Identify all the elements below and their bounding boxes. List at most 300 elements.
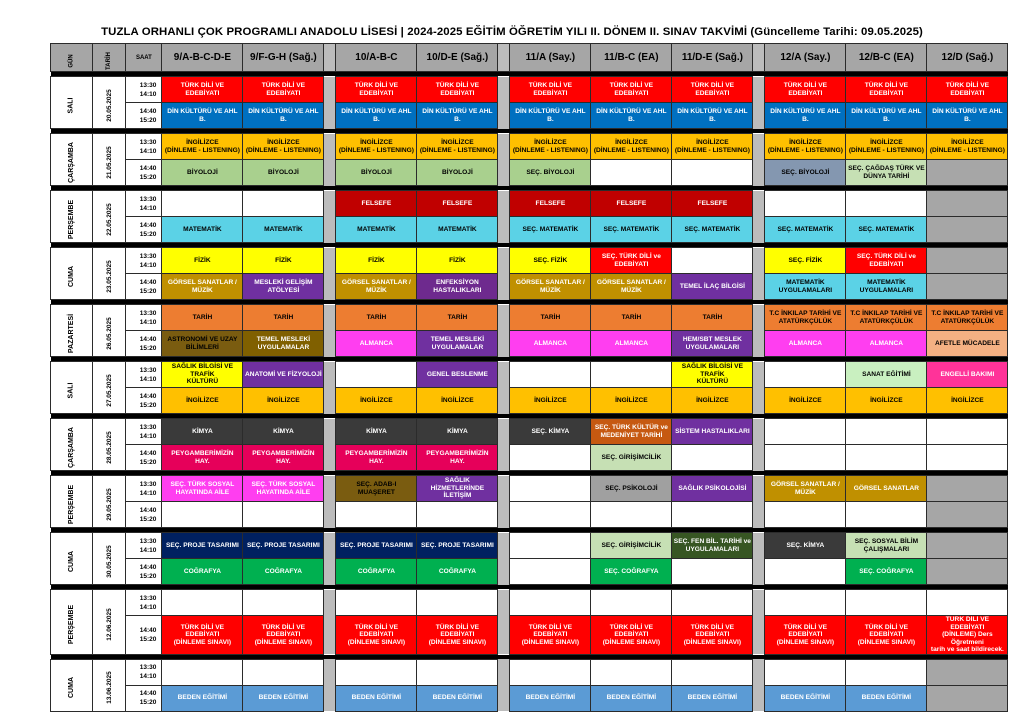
- end-time: 15:20: [139, 287, 157, 295]
- date-label: 12.06.2025: [105, 607, 113, 641]
- exam-cell: MATEMATİK: [336, 217, 417, 243]
- exam-cell: SEÇ. FEN BİL. TARİHİ ve UYGULAMALARI: [672, 533, 753, 559]
- exam-cell: T.C İNKILAP TARİHİ VE ATATÜRKÇÜLÜK: [765, 305, 846, 331]
- exam-cell: [243, 502, 324, 528]
- day-label: CUMA: [67, 550, 75, 572]
- exam-cell: SEÇ. TÜRK KÜLTÜR ve MEDENİYET TARİHİ: [591, 419, 672, 445]
- exam-cell: [927, 685, 1008, 711]
- exam-cell: TARİH: [672, 305, 753, 331]
- exam-cell: BEDEN EĞİTİMİ: [243, 685, 324, 711]
- column-separator: [498, 44, 510, 72]
- time-cell: [126, 419, 162, 445]
- exam-cell: TEMEL MESLEKİ UYGULAMALAR: [243, 331, 324, 357]
- exam-cell: TARİH: [336, 305, 417, 331]
- schedule-row: [51, 559, 1008, 585]
- day-cell: [51, 77, 93, 129]
- column-separator: [498, 362, 510, 388]
- exam-cell: [672, 445, 753, 471]
- exam-cell: SEÇ. BİYOLOJİ: [510, 160, 591, 186]
- start-time: 14:40: [139, 506, 157, 514]
- exam-cell: TÜRK DİLİ VE EDEBİYATI: [162, 77, 243, 103]
- exam-cell: SİSTEM HASTALIKLARI: [672, 419, 753, 445]
- end-time: 15:20: [139, 116, 157, 124]
- column-separator: [498, 616, 510, 655]
- end-time: 15:20: [139, 173, 157, 181]
- exam-cell: [672, 160, 753, 186]
- exam-cell: FELSEFE: [591, 191, 672, 217]
- exam-cell: [927, 502, 1008, 528]
- exam-cell: T.C İNKILAP TARİHİ VE ATATÜRKÇÜLÜK: [846, 305, 927, 331]
- start-time: 14:40: [139, 107, 157, 115]
- date-cell: [92, 533, 126, 585]
- column-separator: [753, 274, 765, 300]
- exam-cell: [672, 502, 753, 528]
- time-cell: [126, 160, 162, 186]
- exam-cell: [417, 502, 498, 528]
- exam-cell: BEDEN EĞİTİMİ: [765, 685, 846, 711]
- exam-cell: İNGİLİZCE: [927, 388, 1008, 414]
- exam-cell: DİN KÜLTÜRÜ VE AHL B.: [162, 103, 243, 129]
- exam-cell: [336, 659, 417, 685]
- exam-cell: [927, 559, 1008, 585]
- exam-cell: [417, 659, 498, 685]
- column-separator: [753, 533, 765, 559]
- exam-cell: [243, 590, 324, 616]
- column-separator: [753, 502, 765, 528]
- date-label: 13.06.2025: [105, 671, 113, 704]
- end-time: 14:10: [139, 261, 157, 269]
- exam-cell: MATEMATİK: [243, 217, 324, 243]
- date-label: 21.05.2025: [105, 145, 113, 179]
- exam-cell: [927, 445, 1008, 471]
- exam-cell: MATEMATİK: [417, 217, 498, 243]
- exam-cell: ALMANCA: [510, 331, 591, 357]
- column-separator: [498, 191, 510, 217]
- column-separator: [324, 533, 336, 559]
- start-time: 14:40: [139, 392, 157, 400]
- column-separator: [324, 476, 336, 502]
- column-separator: [324, 445, 336, 471]
- start-time: 13:30: [139, 537, 157, 545]
- exam-cell: TÜRK DİLİ VE EDEBİYATI: [243, 77, 324, 103]
- exam-cell: COĞRAFYA: [243, 559, 324, 585]
- exam-cell: SEÇ. KİMYA: [510, 419, 591, 445]
- day-cell: [51, 134, 93, 186]
- schedule-row: [51, 160, 1008, 186]
- column-separator: [498, 331, 510, 357]
- day-cell: [51, 191, 93, 243]
- exam-cell: KİMYA: [417, 419, 498, 445]
- exam-cell: SEÇ. TÜRK DİLİ ve EDEBİYATI: [591, 248, 672, 274]
- exam-cell: TÜRK DİLİ VE EDEBİYATI: [927, 77, 1008, 103]
- class-header: 11/B-C (EA): [591, 44, 672, 72]
- exam-cell: FİZİK: [162, 248, 243, 274]
- exam-cell: [846, 659, 927, 685]
- exam-cell: FİZİK: [243, 248, 324, 274]
- column-separator: [498, 502, 510, 528]
- exam-cell: SEÇ. TÜRK DİLİ ve EDEBİYATI: [846, 248, 927, 274]
- end-time: 15:20: [139, 458, 157, 466]
- start-time: 13:30: [139, 594, 157, 602]
- exam-cell: [846, 590, 927, 616]
- exam-cell: SEÇ. PROJE TASARIMI: [243, 533, 324, 559]
- end-time: 14:10: [139, 204, 157, 212]
- exam-cell: TARİH: [510, 305, 591, 331]
- start-time: 14:40: [139, 690, 157, 697]
- exam-cell: SEÇ. PROJE TASARIMI: [162, 533, 243, 559]
- day-label: PERŞEMBE: [67, 484, 75, 524]
- exam-cell: ANATOMİ VE FİZYOLOJİ: [243, 362, 324, 388]
- exam-cell: GÖRSEL SANATLAR: [846, 476, 927, 502]
- column-separator: [498, 419, 510, 445]
- exam-cell: [765, 362, 846, 388]
- schedule-row: [51, 191, 1008, 217]
- exam-cell: [162, 590, 243, 616]
- column-separator: [324, 274, 336, 300]
- schedule-row: [51, 217, 1008, 243]
- exam-cell: [417, 590, 498, 616]
- exam-cell: [765, 445, 846, 471]
- exam-cell: AFETLE MÜCADELE: [927, 331, 1008, 357]
- day-cell: [51, 248, 93, 300]
- exam-cell: [510, 559, 591, 585]
- schedule-row: [51, 331, 1008, 357]
- end-time: 15:20: [139, 401, 157, 409]
- exam-cell: BİYOLOJİ: [243, 160, 324, 186]
- exam-cell: TÜRK DİLİ VE EDEBİYATI: [765, 77, 846, 103]
- column-separator: [498, 248, 510, 274]
- exam-cell: [243, 191, 324, 217]
- schedule-row: [51, 616, 1008, 655]
- exam-cell: KİMYA: [336, 419, 417, 445]
- page-title: TUZLA ORHANLI ÇOK PROGRAMLI ANADOLU LİSESİ | 2024-2025 EĞİTİM ÖĞRETİM YILI II. DÖNEM II. SINAV TAKVİMİ (Güncelleme Tarihi: 09.05.2025): [101, 26, 923, 38]
- time-cell: [126, 388, 162, 414]
- day-cell: [51, 362, 93, 414]
- exam-cell: [927, 533, 1008, 559]
- day-label: ÇARŞAMBA: [67, 141, 75, 183]
- exam-cell: İNGİLİZCE: [765, 388, 846, 414]
- column-separator: [498, 659, 510, 685]
- start-time: 14:40: [139, 221, 157, 229]
- exam-cell: BİYOLOJİ: [417, 160, 498, 186]
- date-cell: [92, 476, 126, 528]
- exam-cell: [510, 476, 591, 502]
- exam-cell: [846, 191, 927, 217]
- column-separator: [753, 388, 765, 414]
- exam-cell: TÜRK DİLİ VE EDEBİYATI (DİNLEME SINAVI): [672, 616, 753, 655]
- exam-cell: [510, 659, 591, 685]
- exam-cell: TARİH: [417, 305, 498, 331]
- end-time: 14:10: [139, 375, 157, 383]
- column-separator: [324, 559, 336, 585]
- schedule-row: [51, 533, 1008, 559]
- end-time: 14:10: [139, 318, 157, 326]
- exam-cell: BEDEN EĞİTİMİ: [162, 685, 243, 711]
- exam-cell: [765, 191, 846, 217]
- exam-cell: [591, 160, 672, 186]
- exam-cell: SEÇ. PROJE TASARIMI: [336, 533, 417, 559]
- date-label: 26.05.2025: [105, 316, 113, 350]
- exam-cell: PEYGAMBERİMİZİN HAY.: [417, 445, 498, 471]
- time-cell: [126, 331, 162, 357]
- time-cell: [126, 685, 162, 711]
- exam-cell: KİMYA: [243, 419, 324, 445]
- start-time: 14:40: [139, 278, 157, 286]
- exam-cell: DİN KÜLTÜRÜ VE AHL B.: [417, 103, 498, 129]
- end-time: 14:10: [139, 90, 157, 98]
- column-separator: [498, 685, 510, 711]
- exam-cell: TÜRK DİLİ VE EDEBİYATI (DİNLEME SINAVI): [591, 616, 672, 655]
- start-time: 14:40: [139, 626, 157, 634]
- column-separator: [498, 388, 510, 414]
- exam-schedule-table: [50, 43, 1008, 712]
- date-label: 30.05.2025: [105, 544, 113, 578]
- exam-cell: ALMANCA: [765, 331, 846, 357]
- exam-cell: [162, 191, 243, 217]
- exam-cell: İNGİLİZCE (DİNLEME - LISTENING): [162, 134, 243, 160]
- exam-cell: TÜRK DİLİ VE EDEBİYATI (DİNLEME) Ders Öğretmeni tarih ve saat bildirecek.: [927, 616, 1008, 655]
- exam-cell: İNGİLİZCE: [243, 388, 324, 414]
- exam-cell: [846, 502, 927, 528]
- date-cell: [92, 419, 126, 471]
- column-separator: [753, 659, 765, 685]
- exam-cell: FİZİK: [336, 248, 417, 274]
- exam-cell: [510, 502, 591, 528]
- column-separator: [324, 134, 336, 160]
- exam-cell: İNGİLİZCE (DİNLEME - LISTENING): [927, 134, 1008, 160]
- class-header: 10/A-B-C: [336, 44, 417, 72]
- column-separator: [753, 248, 765, 274]
- class-header: 9/A-B-C-D-E: [162, 44, 243, 72]
- end-time: 15:20: [139, 635, 157, 643]
- exam-cell: HEM/SBT MESLEK UYGULAMALARI: [672, 331, 753, 357]
- exam-cell: İNGİLİZCE: [846, 388, 927, 414]
- column-separator: [753, 103, 765, 129]
- exam-cell: TÜRK DİLİ VE EDEBİYATI (DİNLEME SINAVI): [846, 616, 927, 655]
- exam-cell: GÖRSEL SANATLAR / MÜZİK: [591, 274, 672, 300]
- exam-cell: İNGİLİZCE: [162, 388, 243, 414]
- exam-cell: DİN KÜLTÜRÜ VE AHL B.: [243, 103, 324, 129]
- schedule-row: [51, 476, 1008, 502]
- exam-cell: BEDEN EĞİTİMİ: [336, 685, 417, 711]
- column-separator: [324, 248, 336, 274]
- column-separator: [753, 419, 765, 445]
- exam-cell: [510, 533, 591, 559]
- exam-cell: SEÇ. PSİKOLOJİ: [591, 476, 672, 502]
- exam-cell: DİN KÜLTÜRÜ VE AHL B.: [765, 103, 846, 129]
- day-cell: [51, 590, 93, 655]
- start-time: 13:30: [139, 138, 157, 146]
- column-separator: [753, 362, 765, 388]
- time-cell: [126, 77, 162, 103]
- column-separator: [753, 77, 765, 103]
- column-separator: [498, 274, 510, 300]
- class-header: 11/D-E (Sağ.): [672, 44, 753, 72]
- exam-cell: COĞRAFYA: [336, 559, 417, 585]
- column-separator: [753, 559, 765, 585]
- exam-cell: [243, 659, 324, 685]
- column-separator: [498, 160, 510, 186]
- exam-cell: TÜRK DİLİ VE EDEBİYATI: [417, 77, 498, 103]
- column-separator: [753, 191, 765, 217]
- schedule-row: [51, 134, 1008, 160]
- time-cell: [126, 248, 162, 274]
- column-separator: [498, 590, 510, 616]
- column-separator: [753, 305, 765, 331]
- time-cell: [126, 134, 162, 160]
- column-separator: [498, 217, 510, 243]
- exam-cell: SEÇ. COĞRAFYA: [846, 559, 927, 585]
- day-cell: [51, 305, 93, 357]
- exam-cell: TÜRK DİLİ VE EDEBİYATI: [591, 77, 672, 103]
- exam-cell: MATEMATİK UYGULAMALARI: [846, 274, 927, 300]
- time-cell: [126, 502, 162, 528]
- column-separator: [324, 388, 336, 414]
- column-separator: [324, 502, 336, 528]
- end-time: 15:20: [139, 344, 157, 352]
- exam-cell: [765, 590, 846, 616]
- column-separator: [324, 331, 336, 357]
- time-cell: [126, 191, 162, 217]
- date-label: 20.05.2025: [105, 88, 113, 122]
- column-separator: [324, 419, 336, 445]
- column-separator: [324, 616, 336, 655]
- exam-cell: İNGİLİZCE (DİNLEME - LISTENING): [510, 134, 591, 160]
- exam-cell: GÖRSEL SANATLAR / MÜZİK: [336, 274, 417, 300]
- exam-cell: DİN KÜLTÜRÜ VE AHL B.: [336, 103, 417, 129]
- exam-cell: BİYOLOJİ: [336, 160, 417, 186]
- exam-cell: BEDEN EĞİTİMİ: [672, 685, 753, 711]
- column-separator: [498, 445, 510, 471]
- exam-cell: [591, 362, 672, 388]
- end-time: 15:20: [139, 230, 157, 238]
- day-label: PAZARTESİ: [67, 313, 75, 353]
- exam-cell: GÖRSEL SANATLAR / MÜZİK: [765, 476, 846, 502]
- exam-cell: İNGİLİZCE: [591, 388, 672, 414]
- exam-cell: [765, 659, 846, 685]
- exam-cell: İNGİLİZCE (DİNLEME - LISTENING): [846, 134, 927, 160]
- exam-cell: [162, 502, 243, 528]
- exam-cell: ENFEKSİYON HASTALIKLARI: [417, 274, 498, 300]
- exam-cell: SAĞLIK HİZMETLERİNDE İLETİŞİM: [417, 476, 498, 502]
- exam-cell: İNGİLİZCE: [417, 388, 498, 414]
- exam-cell: [672, 559, 753, 585]
- date-cell: [92, 77, 126, 129]
- exam-cell: SEÇ. KİMYA: [765, 533, 846, 559]
- exam-cell: BEDEN EĞİTİMİ: [510, 685, 591, 711]
- exam-cell: SEÇ. MATEMATİK: [846, 217, 927, 243]
- exam-cell: İNGİLİZCE (DİNLEME - LISTENING): [336, 134, 417, 160]
- day-cell: [51, 476, 93, 528]
- exam-cell: FELSEFE: [336, 191, 417, 217]
- exam-cell: [927, 419, 1008, 445]
- day-cell: [51, 419, 93, 471]
- day-label: PERŞEMBE: [67, 199, 75, 239]
- end-time: 14:10: [139, 432, 157, 440]
- schedule-row: [51, 103, 1008, 129]
- exam-cell: GÖRSEL SANATLAR / MÜZİK: [162, 274, 243, 300]
- exam-cell: [672, 590, 753, 616]
- exam-cell: TEMEL MESLEKİ UYGULAMALAR: [417, 331, 498, 357]
- time-cell: [126, 305, 162, 331]
- time-cell: [126, 659, 162, 685]
- schedule-row: [51, 248, 1008, 274]
- exam-cell: [591, 502, 672, 528]
- schedule-row: [51, 659, 1008, 685]
- time-cell: [126, 445, 162, 471]
- exam-cell: BEDEN EĞİTİMİ: [846, 685, 927, 711]
- time-cell: [126, 362, 162, 388]
- start-time: 14:40: [139, 449, 157, 457]
- schedule-row: [51, 445, 1008, 471]
- schedule-row: [51, 362, 1008, 388]
- exam-cell: TÜRK DİLİ VE EDEBİYATI (DİNLEME SINAVI): [336, 616, 417, 655]
- time-header: SAAT: [126, 44, 162, 72]
- date-cell: [92, 659, 126, 711]
- exam-cell: COĞRAFYA: [162, 559, 243, 585]
- time-cell: [126, 533, 162, 559]
- column-separator: [324, 362, 336, 388]
- exam-cell: SEÇ. TÜRK SOSYAL HAYATINDA AİLE: [243, 476, 324, 502]
- exam-cell: ASTRONOMİ VE UZAY BİLİMLERİ: [162, 331, 243, 357]
- date-cell: [92, 134, 126, 186]
- exam-cell: GENEL BESLENME: [417, 362, 498, 388]
- exam-cell: [927, 659, 1008, 685]
- column-separator: [324, 77, 336, 103]
- date-cell: [92, 248, 126, 300]
- day-cell: [51, 533, 93, 585]
- time-cell: [126, 274, 162, 300]
- exam-cell: ALMANCA: [336, 331, 417, 357]
- column-separator: [753, 217, 765, 243]
- time-cell: [126, 476, 162, 502]
- date-label: 29.05.2025: [105, 487, 113, 521]
- exam-cell: FELSEFE: [672, 191, 753, 217]
- column-separator: [324, 590, 336, 616]
- schedule-row: [51, 388, 1008, 414]
- exam-cell: [927, 590, 1008, 616]
- start-time: 14:40: [139, 563, 157, 571]
- exam-cell: ENGELLİ BAKIMI: [927, 362, 1008, 388]
- schedule-row: [51, 305, 1008, 331]
- date-label: 27.05.2025: [105, 373, 113, 407]
- exam-cell: İNGİLİZCE (DİNLEME - LISTENING): [672, 134, 753, 160]
- exam-cell: İNGİLİZCE (DİNLEME - LISTENING): [417, 134, 498, 160]
- exam-cell: İNGİLİZCE: [510, 388, 591, 414]
- column-separator: [498, 476, 510, 502]
- date-label: 22.05.2025: [105, 202, 113, 236]
- exam-cell: MATEMATİK: [162, 217, 243, 243]
- exam-cell: İNGİLİZCE: [336, 388, 417, 414]
- exam-cell: TARİH: [591, 305, 672, 331]
- exam-cell: SEÇ. MATEMATİK: [672, 217, 753, 243]
- column-separator: [753, 445, 765, 471]
- column-separator: [753, 616, 765, 655]
- end-time: 14:10: [139, 147, 157, 155]
- end-time: 14:10: [139, 489, 157, 497]
- exam-cell: İNGİLİZCE (DİNLEME - LISTENING): [243, 134, 324, 160]
- exam-cell: GÖRSEL SANATLAR / MÜZİK: [510, 274, 591, 300]
- exam-cell: SEÇ. SOSYAL BİLİM ÇALIŞMALARI: [846, 533, 927, 559]
- date-label: 23.05.2025: [105, 259, 113, 293]
- column-separator: [753, 331, 765, 357]
- exam-cell: SEÇ. FİZİK: [765, 248, 846, 274]
- schedule-row: [51, 502, 1008, 528]
- column-separator: [753, 160, 765, 186]
- exam-cell: COĞRAFYA: [417, 559, 498, 585]
- column-separator: [753, 590, 765, 616]
- class-header: 12/A (Say.): [765, 44, 846, 72]
